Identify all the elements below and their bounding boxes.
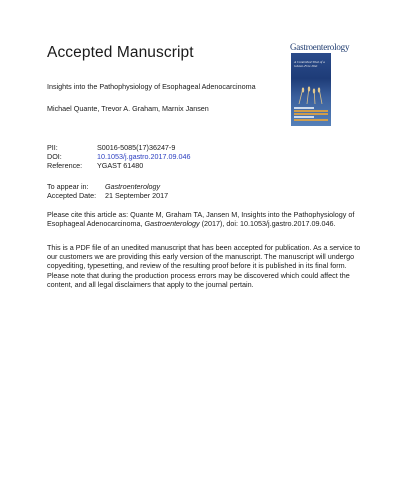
doi-row	[47, 152, 191, 161]
reference-label: Reference:	[47, 161, 83, 170]
article-title: Insights into the Pathophysiology of Esophageal Adenocarcinoma	[47, 82, 256, 91]
journal-name: Gastroenterology	[105, 182, 161, 191]
citation-notice	[47, 210, 367, 228]
pii-label: PII:	[47, 143, 58, 152]
pii-value: S0016-5085(17)36247-9	[97, 143, 176, 152]
doi-label: DOI:	[47, 152, 62, 161]
pii-row	[47, 143, 175, 152]
citation-journal: Gastroenterology	[144, 219, 200, 229]
cover-headline: A Controlled Trial of a Gluten-Free Diet	[294, 60, 325, 68]
citation-suffix: (2017), doi: 10.1053/j.gastro.2017.09.046.	[199, 219, 336, 229]
author-list: Michael Quante, Trevor A. Graham, Marnix Jansen	[47, 104, 209, 113]
disclaimer-paragraph	[47, 243, 367, 289]
cover-artwork	[291, 53, 331, 126]
citation-prefix: Please cite this article as: Quante M, Graham TA, Jansen M, Insights into the Pathophysiology of Esophageal Adenocarcinoma,	[47, 210, 355, 229]
accepted-date-label: Accepted Date:	[47, 191, 97, 200]
reference-value: YGAST 61480	[97, 161, 144, 170]
journal-cover-image	[290, 42, 365, 126]
appear-in-row	[47, 182, 160, 191]
wheat-illustration	[293, 86, 329, 104]
page-heading: Accepted Manuscript	[47, 44, 194, 61]
doi-link[interactable]: 10.1053/j.gastro.2017.09.046	[97, 152, 191, 161]
cover-contents-lines	[294, 107, 328, 122]
disclaimer-text: This is a PDF file of an unedited manuscript that has been accepted for publication. As a service to our customers we are providing this early version of the manuscript. The manuscript will undergo copyediting, typesetting, and review of the resulting proof before it is published in its final form. Please note that during the production process errors may be discovered which could affect the content, and all legal disclaimers that apply to the journal pertain.	[47, 243, 361, 289]
reference-row	[47, 161, 143, 170]
cover-journal-name: Gastroenterology	[290, 42, 350, 52]
accepted-date-row	[47, 191, 168, 200]
appear-in-label: To appear in:	[47, 182, 89, 191]
accepted-date-value: 21 September 2017	[105, 191, 169, 200]
